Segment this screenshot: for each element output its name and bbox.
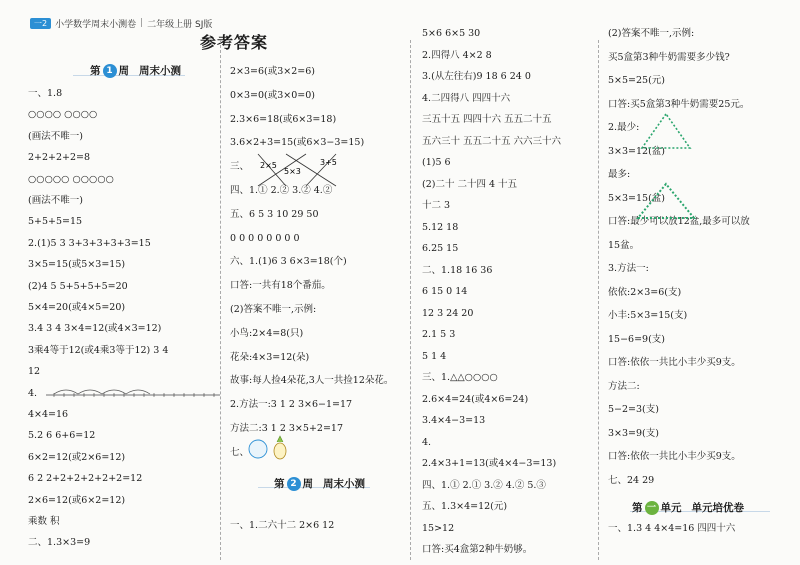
answer-line: 口答:买5盒第3种牛奶需要25元。 bbox=[608, 98, 750, 110]
unit-prefix: 第 bbox=[632, 502, 643, 514]
answer-line: 依依:2×3=6(支) bbox=[608, 286, 682, 298]
answer-line: 3.方法一: bbox=[608, 263, 649, 274]
column-4 bbox=[608, 0, 793, 565]
matching-label: 3+5 bbox=[320, 158, 337, 167]
week-suffix: 周 bbox=[302, 478, 313, 490]
answer-line: 五六三十 五五二十五 六六三十六 bbox=[422, 135, 562, 147]
week-2-title bbox=[274, 476, 365, 491]
matching-diagram bbox=[246, 150, 356, 190]
column-1 bbox=[28, 0, 218, 565]
answer-line: 买5盒第3种牛奶需要多少钱? bbox=[608, 51, 730, 63]
answer-line: 3×3=9(支) bbox=[608, 427, 659, 439]
answer-line: 3.(从左往右)9 18 6 24 0 bbox=[422, 71, 531, 82]
answer-line: 5.2 6 6+6=12 bbox=[28, 430, 96, 442]
unit-1-title bbox=[632, 500, 744, 515]
answer-line: 6×2=12(或2×6=12) bbox=[28, 451, 126, 463]
answer-line: (2)答案不唯一,示例: bbox=[608, 28, 695, 39]
answer-line: 三、1.△△○○○○ bbox=[422, 372, 498, 383]
answer-line: 3×3=12(盆) bbox=[608, 145, 666, 157]
answer-line: (2)二十 二十四 4 十五 bbox=[422, 178, 518, 190]
unit-number-badge: 一 bbox=[645, 501, 659, 515]
answer-line: 七、24 29 bbox=[608, 474, 655, 486]
week-name: 周末小测 bbox=[139, 65, 181, 77]
answer-line: 六、1.(1)6 3 6×3=18(个) bbox=[230, 256, 347, 268]
answer-line: 最多: bbox=[608, 169, 631, 180]
column-2 bbox=[230, 0, 408, 565]
answer-line: 2.3×6=18(或6×3=18) bbox=[230, 113, 337, 125]
answer-line: 4.二四得八 四四十六 bbox=[422, 92, 511, 104]
week-suffix: 周 bbox=[118, 65, 129, 77]
answer-line: 12 3 24 20 bbox=[422, 307, 474, 319]
answer-line: 2.方法一:3 1 2 3×6−1=17 bbox=[230, 399, 353, 411]
page-badge: 一2 bbox=[30, 18, 51, 29]
answer-line: 口答:最少可以放12盆,最多可以放 bbox=[608, 216, 750, 227]
unit-word: 单元 bbox=[660, 502, 682, 514]
answer-line: 一、1.3 4 4×4=16 四四十六 bbox=[608, 523, 736, 534]
answer-line: (1)5 6 bbox=[422, 157, 451, 168]
answer-line: 五、1.3×4=12(元) bbox=[422, 501, 508, 512]
answer-line: (画法不唯一) bbox=[28, 195, 83, 206]
answer-line: 二、1.18 16 36 bbox=[422, 264, 493, 276]
week-prefix: 第 bbox=[90, 65, 101, 77]
answer-line: 2.6×4=24(或4×6=24) bbox=[422, 393, 529, 405]
column-divider bbox=[220, 40, 221, 560]
answer-line: 四、1.① 2.② 3.② 4.② bbox=[230, 185, 333, 196]
answer-line: 2.4×3+1=13(或4×4−3=13) bbox=[422, 458, 557, 469]
answer-line: 2×6=12(或6×2=12) bbox=[28, 494, 126, 506]
column-divider bbox=[410, 40, 411, 560]
answer-line: 4. bbox=[28, 387, 38, 399]
unit-name: 单元培优卷 bbox=[691, 502, 744, 514]
column-3 bbox=[422, 0, 597, 565]
header-separator: | bbox=[140, 18, 144, 28]
answer-line: 一、1.8 bbox=[28, 88, 63, 99]
answer-line: 3×5=15(或5×3=15) bbox=[28, 259, 126, 271]
answer-line: 口答:买4盒第2种牛奶够。 bbox=[422, 544, 533, 555]
answer-line: (2)答案不唯一,示例: bbox=[230, 304, 317, 315]
series-title: 小学数学周末小测卷 bbox=[55, 19, 137, 30]
answer-line: 5.12 18 bbox=[422, 221, 459, 233]
answer-line: 4×4=16 bbox=[28, 409, 69, 420]
answer-line: ○○○○○ ○○○○○ bbox=[28, 173, 114, 185]
answer-line: 0×3=0(或3×0=0) bbox=[230, 89, 316, 101]
answer-line: 5×3=15(盆) bbox=[608, 192, 666, 204]
answer-line: 花朵:4×3=12(朵) bbox=[230, 351, 310, 363]
answer-line: 5×6 6×5 30 bbox=[422, 28, 481, 39]
grade-label: 二年级上册 SJ版 bbox=[147, 19, 213, 30]
answer-line: 小丰:5×3=15(支) bbox=[608, 310, 688, 321]
answer-line: 2.(1)5 3 3+3+3+3+3=15 bbox=[28, 237, 151, 249]
answer-line: 3乘4等于12(或4乘3等于12) 3 4 bbox=[28, 344, 169, 356]
answer-line: 口答:依依一共比小丰少买9支。 bbox=[608, 451, 741, 462]
answer-line: 5−2=3(支) bbox=[608, 404, 659, 415]
answer-line: 3.4×4−3=13 bbox=[422, 415, 486, 426]
answer-line: 15盆。 bbox=[608, 239, 640, 251]
answer-line: 12 bbox=[28, 366, 41, 378]
answer-line: 15−6=9(支) bbox=[608, 333, 666, 345]
answer-line: (2)4 5 5+5+5+5=20 bbox=[28, 280, 128, 292]
answer-line: 5 1 4 bbox=[422, 350, 447, 362]
answer-line: 2.1 5 3 bbox=[422, 329, 456, 340]
answer-line: 四、1.① 2.① 3.② 4.② 5.③ bbox=[422, 479, 546, 491]
answer-line: 乘数 积 bbox=[28, 516, 60, 527]
answer-line: 二、1.3×3=9 bbox=[28, 537, 91, 549]
answer-line: 三五十五 四四十六 五五二十五 bbox=[422, 114, 552, 125]
answer-line: 故事:每人捡4朵花,3人一共捡12朵花。 bbox=[230, 375, 394, 387]
answer-line: 五、6 5 3 10 29 50 bbox=[230, 208, 319, 220]
matching-label: 2×5 bbox=[260, 161, 277, 170]
page-title: 参考答案 bbox=[200, 33, 269, 52]
answer-line: 3.6×2+3=15(或6×3−3=15) bbox=[230, 137, 365, 149]
week-number-badge: 2 bbox=[287, 477, 301, 491]
week-prefix: 第 bbox=[274, 478, 285, 490]
answer-line: 十二 3 bbox=[422, 200, 451, 211]
answer-line: 5×5=25(元) bbox=[608, 75, 666, 86]
answer-line: 方法二: bbox=[608, 380, 640, 392]
answer-line: 口答:依依一共比小丰少买9支。 bbox=[608, 357, 741, 368]
answer-line: 一、1.二六十二 2×6 12 bbox=[230, 520, 335, 531]
fruit-drawing bbox=[246, 434, 292, 462]
column-divider bbox=[598, 40, 599, 560]
answer-line: ○○○○ ○○○○ bbox=[28, 109, 98, 121]
answer-line: 七、 bbox=[230, 446, 250, 458]
answer-line: 6.25 15 bbox=[422, 243, 459, 254]
answer-line: 2.四得八 4×2 8 bbox=[422, 49, 492, 61]
triangle-small bbox=[638, 110, 694, 154]
matching-label: 5×3 bbox=[284, 167, 301, 176]
answer-line: 小鸟:2×4=8(只) bbox=[230, 327, 304, 339]
answer-line: 2.最少: bbox=[608, 122, 640, 133]
answer-line: 口答:一共有18个番茄。 bbox=[230, 280, 331, 292]
answer-line: 0 0 0 0 0 0 0 0 bbox=[230, 232, 300, 244]
answer-line: 15>12 bbox=[422, 522, 455, 534]
answer-line: 3.4 3 4 3×4=12(或4×3=12) bbox=[28, 323, 162, 335]
answer-line: 6 15 0 14 bbox=[422, 286, 468, 297]
answer-line: 2+2+2+2=8 bbox=[28, 152, 91, 164]
answer-line: (画法不唯一) bbox=[28, 130, 83, 142]
answer-line: 方法二:3 1 2 3×5+2=17 bbox=[230, 423, 343, 434]
answer-line: 5+5+5=15 bbox=[28, 216, 83, 228]
answer-line: 5×4=20(或4×5=20) bbox=[28, 302, 126, 313]
answer-line: 4. bbox=[422, 436, 432, 448]
answer-line: 三、 bbox=[230, 161, 250, 173]
answer-line: 6 2 2+2+2+2+2+2=12 bbox=[28, 473, 143, 485]
answer-line: 2×3=6(或3×2=6) bbox=[230, 66, 316, 77]
week-1-title bbox=[90, 63, 181, 78]
week-name: 周末小测 bbox=[323, 478, 365, 490]
week-number-badge: 1 bbox=[103, 64, 117, 78]
triangle-large bbox=[634, 180, 698, 224]
number-line-figure bbox=[44, 386, 224, 400]
